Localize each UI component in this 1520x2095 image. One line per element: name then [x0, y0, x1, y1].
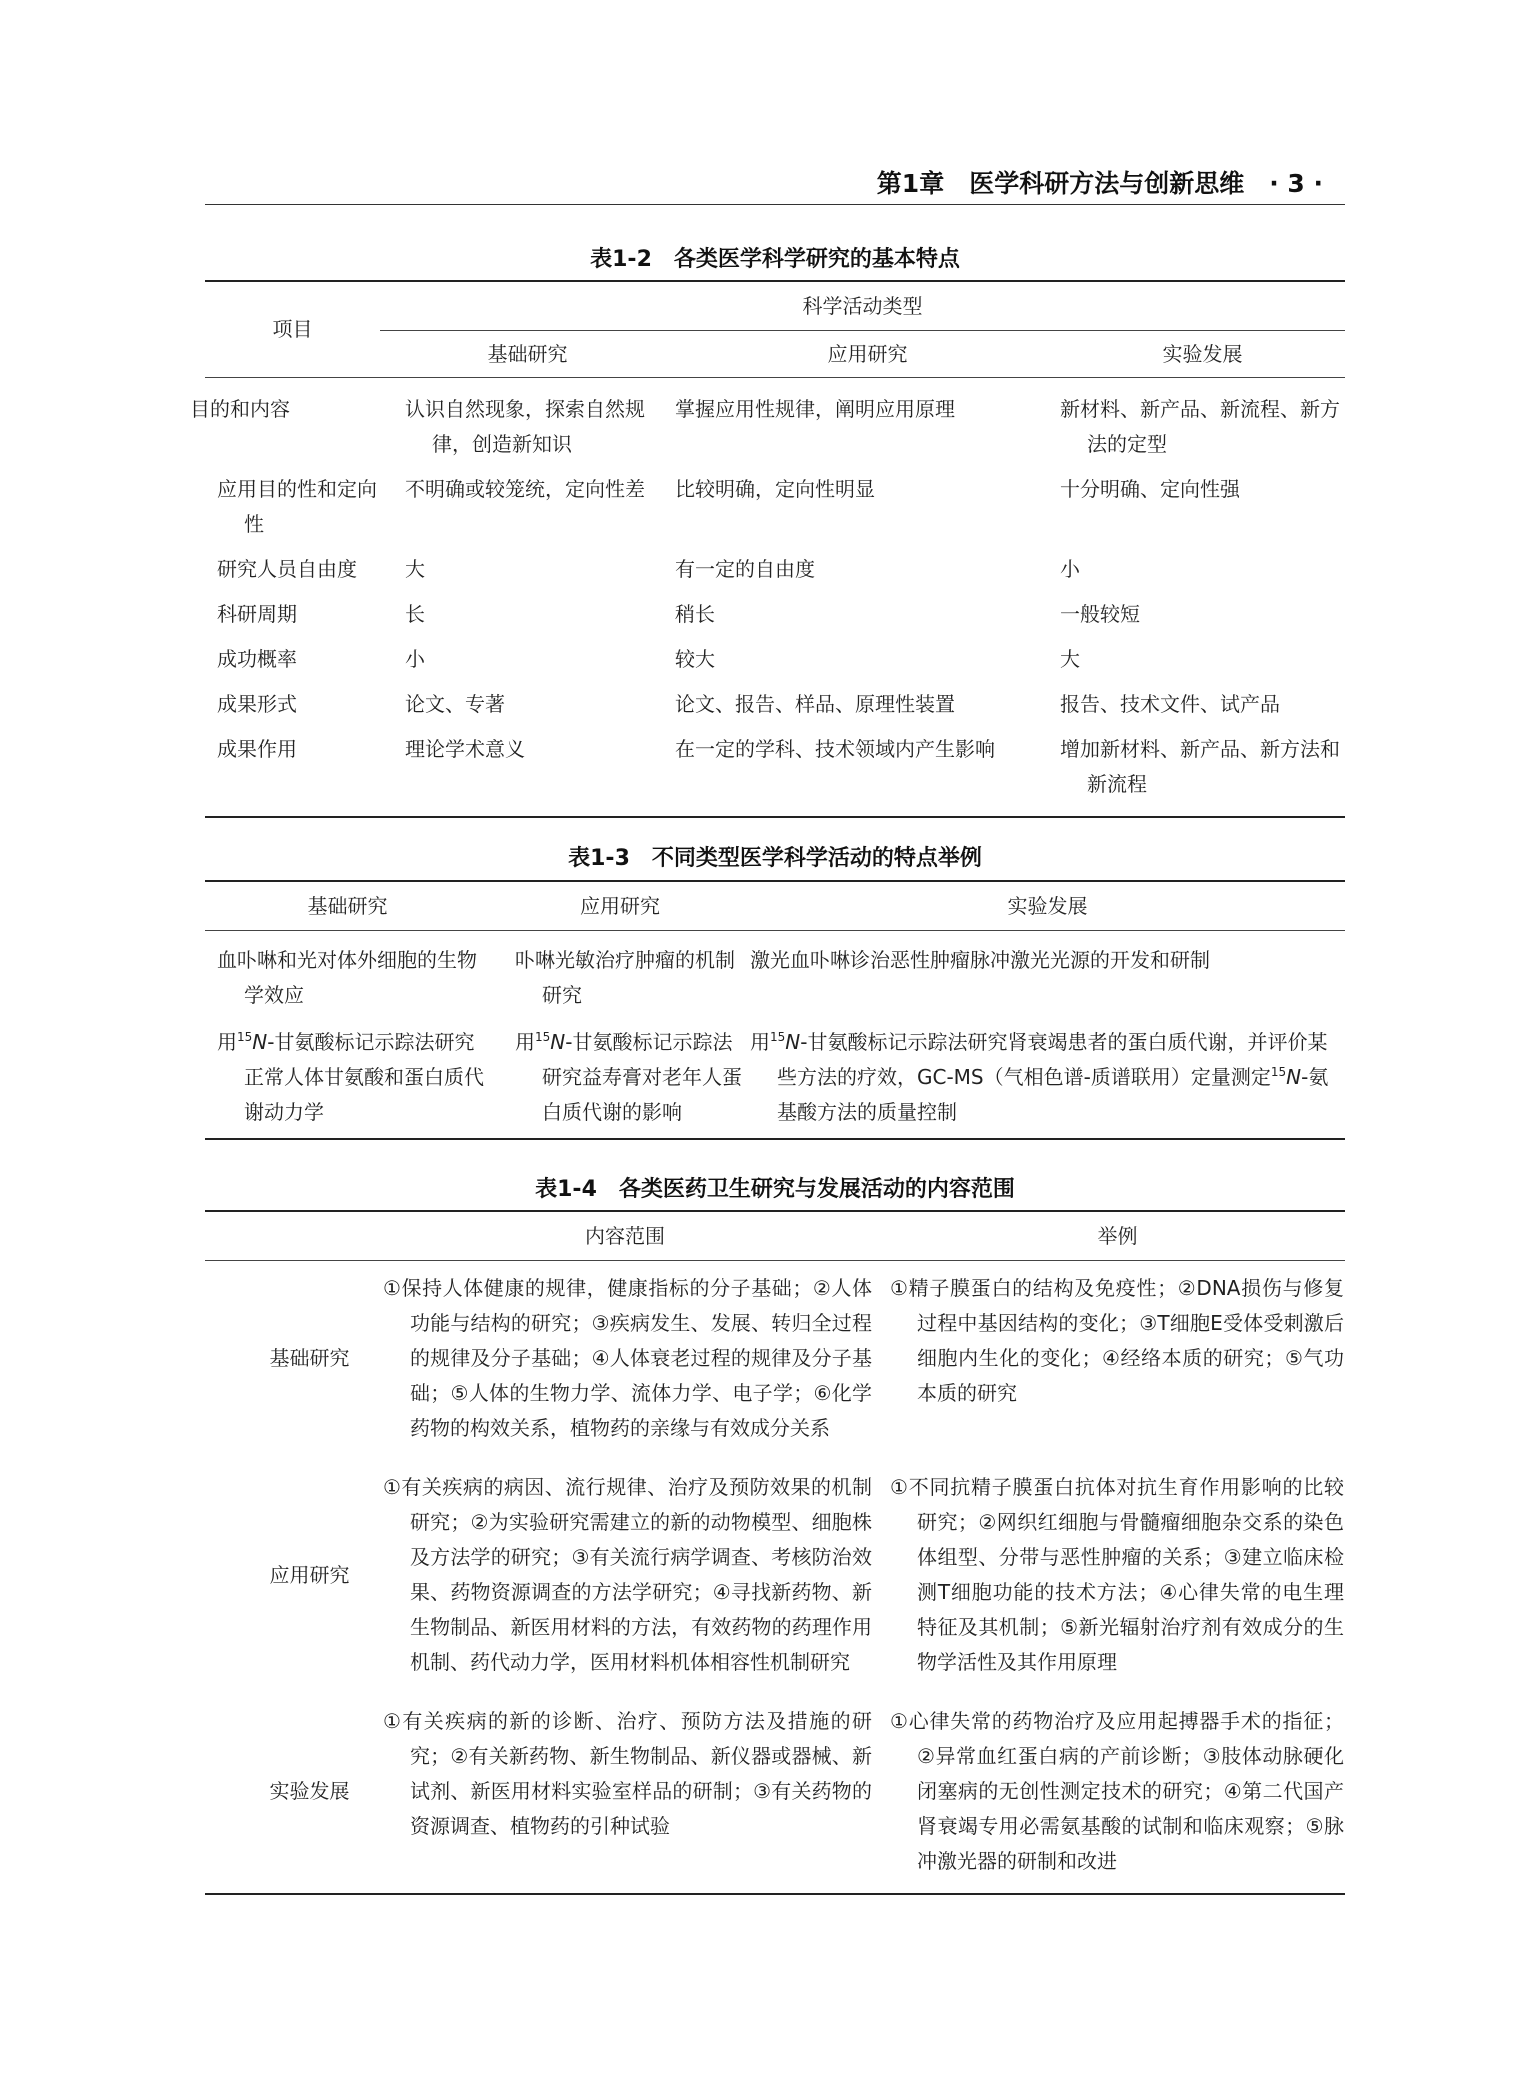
text-prefix: 用: [515, 1030, 535, 1054]
header-applied: 应用研究: [827, 341, 908, 366]
row-dev: 增加新材料、新产品、新方法和新流程: [1060, 737, 1340, 796]
row-item: 应用目的性和定向性: [217, 477, 377, 536]
row-applied: 在一定的学科、技术领域内产生影响: [675, 737, 995, 761]
table-row: [205, 1017, 1345, 1139]
text-prefix: 用: [217, 1030, 237, 1054]
isotope-sup: 15: [237, 1030, 253, 1044]
row-scope: ①有关疾病的病因、流行规律、治疗及预防效果的机制研究；②为实验研究需建立的新的动物模型、细胞株及方法学的研究；③有关流行病学调查、考核防治效果、药物资源调查的方法学研究；④寻找新药物、新生物制品、新医用材料的方法，有效药物的药理作用机制、药代动力学，医用材料机体相容性机制研究: [383, 1475, 872, 1674]
header-applied: 应用研究: [580, 893, 660, 918]
row-dev: 大: [1060, 647, 1080, 671]
row-dev: 报告、技术文件、试产品: [1060, 692, 1280, 716]
table-1-4-title: 表1-4 各类医药卫生研究与发展活动的内容范围: [535, 1177, 1015, 1202]
header-scope: 内容范围: [585, 1223, 665, 1248]
row-example: ①不同抗精子膜蛋白抗体对抗生育作用影响的比较研究；②网织红细胞与骨髓瘤细胞杂交系的染色体组型、分带与恶性肿瘤的关系；③建立临床检测T细胞功能的技术方法；④心律失常的电生理特征及其机制；⑤新光辐射治疗剂有效成分的生物学活性及其作用原理: [890, 1475, 1344, 1674]
running-header: [205, 164, 1345, 205]
isotope-sup: 15: [1270, 1065, 1287, 1079]
isotope-sup: 15: [770, 1030, 786, 1044]
row-basic: 不明确或较笼统，定向性差: [405, 477, 645, 501]
header-item: 项目: [205, 281, 380, 378]
row-dev: [750, 1017, 1345, 1139]
table-row: [205, 1460, 1345, 1694]
table-row: [205, 1261, 1345, 1461]
table-1-3: [205, 880, 1345, 1140]
text-prefix: 用: [750, 1030, 770, 1054]
row-item: 研究人员自由度: [217, 557, 357, 581]
row-applied: 掌握应用性规律，阐明应用原理: [675, 397, 955, 421]
isotope-sup: 15: [535, 1030, 551, 1044]
header-dev: 实验发展: [1162, 341, 1243, 366]
row-basic: [205, 1017, 490, 1139]
row-applied: 有一定的自由度: [675, 557, 815, 581]
table-row: [205, 685, 1345, 730]
row-dev: 新材料、新产品、新流程、新方法的定型: [1060, 397, 1340, 456]
row-basic: 理论学术意义: [405, 737, 525, 761]
header-dev: 实验发展: [1007, 893, 1088, 918]
table-1-4: [205, 1210, 1345, 1895]
row-dev: 小: [1060, 557, 1080, 581]
table-1-3-title: 表1-3 不同类型医学科学活动的特点举例: [568, 846, 982, 871]
header-blank: [205, 1211, 360, 1261]
row-applied: 较大: [675, 647, 715, 671]
table-row: [205, 470, 1345, 550]
row-dev: 一般较短: [1060, 602, 1140, 626]
running-title: 第1章 医学科研方法与创新思维 · 3 ·: [876, 169, 1323, 198]
row-basic: 小: [405, 647, 425, 671]
row-basic: 血卟啉和光对体外细胞的生物学效应: [217, 948, 477, 1007]
header-example: 举例: [1097, 1223, 1138, 1248]
row-type: 应用研究: [269, 1562, 350, 1587]
row-scope: ①有关疾病的新的诊断、治疗、预防方法及措施的研究；②有关新药物、新生物制品、新仪器或器械、新试剂、新医用材料实验室样品的研制；③有关药物的资源调查、植物药的引种试验: [383, 1709, 872, 1838]
row-basic: 长: [405, 602, 425, 626]
row-scope: ①保持人体健康的规律，健康指标的分子基础；②人体功能与结构的研究；③疾病发生、发展、转归全过程的规律及分子基础；④人体衰老过程的规律及分子基础；⑤人体的生物力学、流体力学、电子学；⑥化学药物的构效关系，植物药的亲缘与有效成分关系: [383, 1276, 872, 1440]
header-activity-type: 科学活动类型: [380, 281, 1345, 331]
row-item: 成果作用: [217, 737, 297, 761]
row-applied: [490, 1017, 750, 1139]
row-dev: 十分明确、定向性强: [1060, 477, 1240, 501]
row-applied: 比较明确，定向性明显: [675, 477, 875, 501]
table-row: [205, 378, 1345, 471]
row-item: 目的和内容: [190, 397, 290, 421]
table-row: [205, 931, 1345, 1018]
row-item: 科研周期: [217, 602, 297, 626]
row-item: 成果形式: [217, 692, 297, 716]
table-row: [205, 595, 1345, 640]
nitrogen-symbol: N: [785, 1030, 801, 1054]
nitrogen-symbol: N: [252, 1030, 268, 1054]
text-rest: -氨基酸方法的质量控制: [777, 1065, 1329, 1124]
row-example: ①精子膜蛋白的结构及免疫性；②DNA损伤与修复过程中基因结构的变化；③T细胞E受体受刺激后细胞内生化的变化；④经络本质的研究；⑤气功本质的研究: [890, 1276, 1344, 1405]
row-applied: 稍长: [675, 602, 715, 626]
nitrogen-symbol: N: [550, 1030, 566, 1054]
table-row: [205, 550, 1345, 595]
header-basic: 基础研究: [487, 341, 568, 366]
table-row: [205, 730, 1345, 817]
text-rest: -甘氨酸标记示踪法研究肾衰竭患者的蛋白质代谢，并评价某些方法的疗效，GC-MS（气相色谱-质谱联用）定量测定: [777, 1030, 1328, 1089]
text-rest: -甘氨酸标记示踪法研究正常人体甘氨酸和蛋白质代谢动力学: [244, 1030, 484, 1124]
row-basic: 认识自然现象，探索自然规律，创造新知识: [405, 397, 645, 456]
row-applied: 卟啉光敏治疗肿瘤的机制研究: [515, 948, 735, 1007]
nitrogen-symbol: N: [1286, 1065, 1302, 1089]
row-basic: 大: [405, 557, 425, 581]
row-basic: 论文、专著: [405, 692, 505, 716]
row-item: 成功概率: [217, 647, 297, 671]
table-row: [205, 640, 1345, 685]
text-rest: -甘氨酸标记示踪法研究益寿膏对老年人蛋白质代谢的影响: [542, 1030, 742, 1124]
table-1-2: [190, 280, 1345, 818]
row-type: 实验发展: [269, 1779, 350, 1803]
table-1-2-title: 表1-2 各类医学科学研究的基本特点: [590, 247, 960, 272]
row-example: ①心律失常的药物治疗及应用起搏器手术的指征；②异常血红蛋白病的产前诊断；③肢体动脉硬化闭塞病的无创性测定技术的研究；④第二代国产肾衰竭专用必需氨基酸的试制和临床观察；⑤脉冲激光器的研制和改进: [890, 1709, 1344, 1873]
header-basic: 基础研究: [307, 893, 388, 918]
row-dev: 激光血卟啉诊治恶性肿瘤脉冲激光光源的开发和研制: [750, 948, 1210, 972]
row-applied: 论文、报告、样品、原理性装置: [675, 692, 955, 716]
table-row: [205, 1694, 1345, 1894]
row-type: 基础研究: [269, 1346, 350, 1370]
